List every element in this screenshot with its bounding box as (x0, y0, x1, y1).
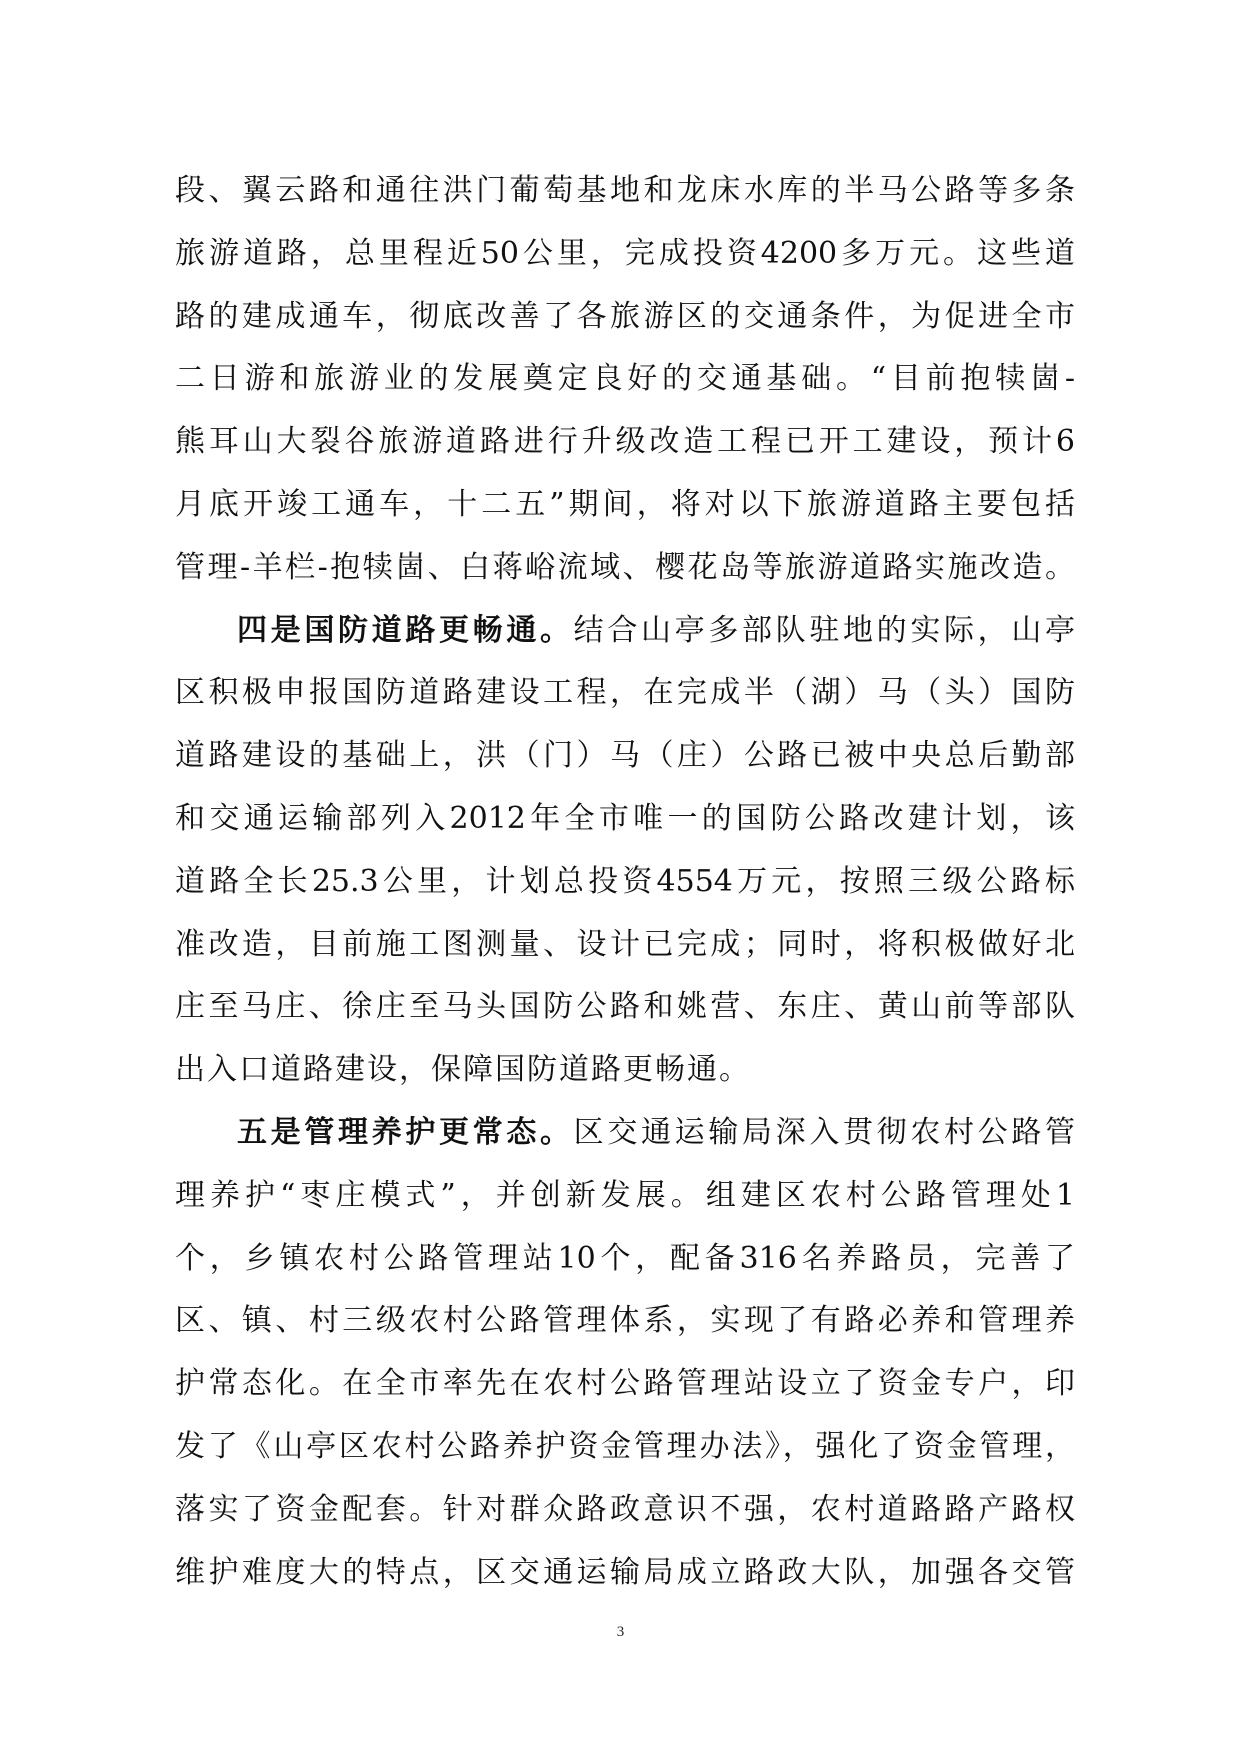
text-line: 道路全长25.3公里，计划总投资4554万元，按照三级公路标 (175, 863, 1075, 899)
text-line: 出入口道路建设，保障国防道路更畅通。 (175, 1052, 751, 1088)
text-line: 管理-羊栏-抱犊崮、白蒋峪流域、樱花岛等旅游道路实施改造。 (175, 549, 1075, 585)
body-text (175, 160, 1075, 1604)
text-run: 结合山亭多部队驻地的实际，山亭 (573, 612, 1076, 648)
text-line: 区、镇、村三级农村公路管理体系，实现了有路必养和管理养 (175, 1303, 1075, 1339)
text-line: 道路建设的基础上，洪（门）马（庄）公路已被中央总后勤部 (175, 738, 1075, 774)
paragraph-heading: 五是管理养护更常态。 (237, 1114, 574, 1150)
text-line: 月底开竣工通车，十二五”期间，将对以下旅游道路主要包括 (175, 486, 1075, 522)
text-line: 和交通运输部列入2012年全市唯一的国防公路改建计划，该 (175, 800, 1075, 836)
text-line: 护常态化。在全市率先在农村公路管理站设立了资金专户，印 (175, 1366, 1075, 1402)
text-line: 区积极申报国防道路建设工程，在完成半（湖）马（头）国防 (175, 675, 1075, 711)
paragraph-first-line (175, 600, 1075, 663)
text-line: 路的建成通车，彻底改善了各旅游区的交通条件，为促进全市 (175, 298, 1075, 334)
text-line: 个，乡镇农村公路管理站10个，配备316名养路员，完善了 (175, 1240, 1075, 1276)
text-line: 理养护“枣庄模式”，并创新发展。组建区农村公路管理处1 (175, 1177, 1075, 1213)
text-line: 庄至马庄、徐庄至马头国防公路和姚营、东庄、黄山前等部队 (175, 989, 1075, 1025)
text-line: 维护难度大的特点，区交通运输局成立路政大队，加强各交管 (175, 1554, 1075, 1590)
text-line: 旅游道路，总里程近50公里，完成投资4200多万元。这些道 (175, 235, 1075, 271)
paragraph-heading: 四是国防道路更畅通。 (237, 612, 574, 648)
paragraph-first-line (175, 1102, 1075, 1165)
text-line: 发了《山亭区农村公路养护资金管理办法》，强化了资金管理， (175, 1428, 1075, 1464)
text-line: 段、翼云路和通往洪门葡萄基地和龙床水库的半马公路等多条 (175, 173, 1075, 208)
text-line: 准改造，目前施工图测量、设计已完成；同时，将积极做好北 (175, 926, 1075, 962)
text-line: 二日游和旅游业的发展奠定良好的交通基础。“目前抱犊崮- (175, 361, 1075, 397)
page-number: 3 (616, 1624, 625, 1640)
text-line: 落实了资金配套。针对群众路政意识不强，农村道路路产路权 (175, 1491, 1075, 1527)
text-line: 熊耳山大裂谷旅游道路进行升级改造工程已开工建设，预计6 (175, 424, 1075, 460)
text-run: 区交通运输局深入贯彻农村公路管 (573, 1114, 1076, 1150)
